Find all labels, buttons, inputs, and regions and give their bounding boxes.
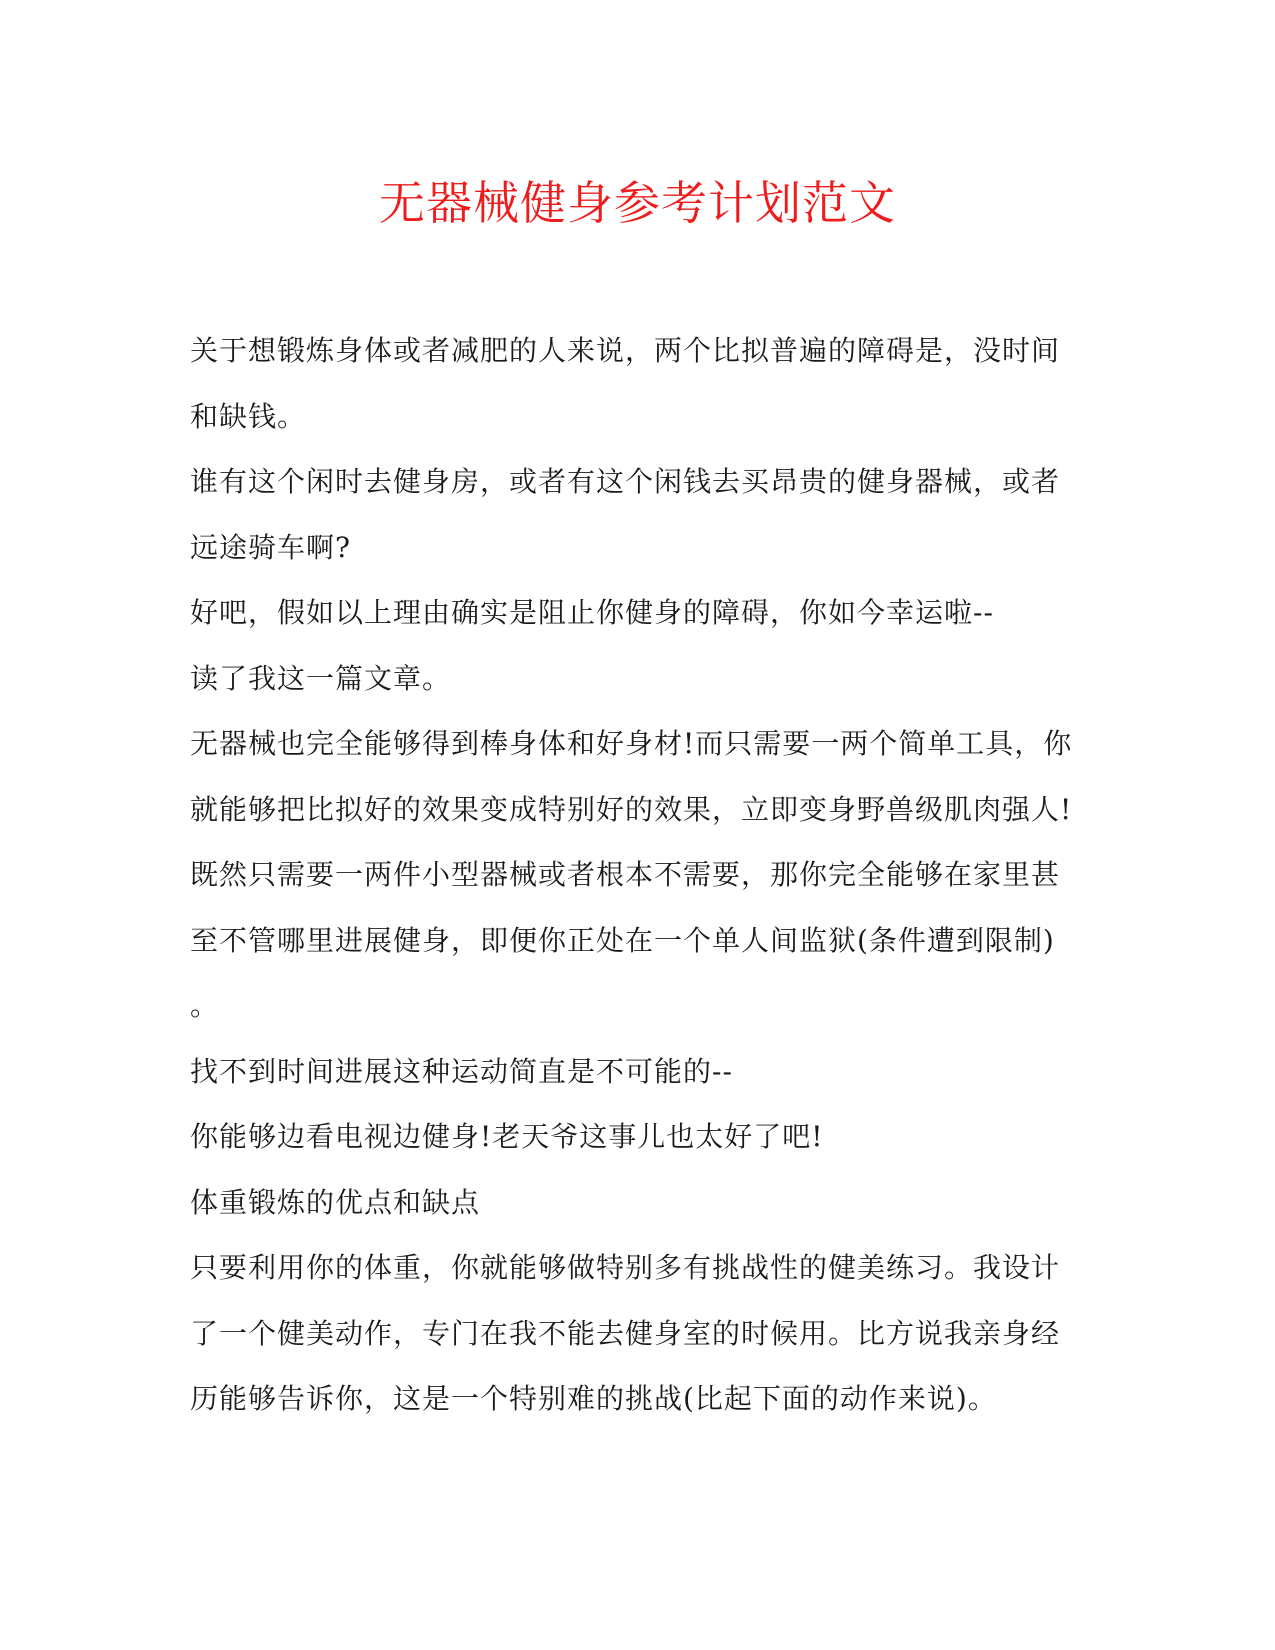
text-line: 就能够把比拟好的效果变成特别好的效果，立即变身野兽级肌肉强人!	[190, 792, 1073, 826]
section-heading: 体重锻炼的优点和缺点	[190, 1185, 481, 1219]
text-line: 读了我这一篇文章。	[190, 661, 452, 695]
text-line: 远途骑车啊?	[190, 530, 352, 564]
text-line: 和缺钱。	[190, 399, 307, 433]
document-body	[190, 318, 1090, 1432]
text-line: 找不到时间进展这种运动简直是不可能的--	[190, 1054, 733, 1088]
text-line: 至不管哪里进展健身，即便你正处在一个单人间监狱(条件遭到限制)	[190, 923, 1055, 957]
document-title: 无器械健身参考计划范文	[379, 176, 896, 230]
text-line: 只要利用你的体重，你就能够做特别多有挑战性的健美练习。我设计	[190, 1251, 1061, 1284]
text-line: 既然只需要一两件小型器械或者根本不需要，那你完全能够在家里甚	[190, 858, 1061, 891]
text-line: 你能够边看电视边健身!老天爷这事儿也太好了吧!	[190, 1120, 824, 1153]
text-line: 谁有这个闲时去健身房，或者有这个闲钱去买昂贵的健身器械，或者	[190, 465, 1061, 498]
text-line: 关于想锻炼身体或者减肥的人来说，两个比拟普遍的障碍是，没时间	[190, 334, 1061, 367]
text-line: 好吧，假如以上理由确实是阻止你健身的障碍，你如今幸运啦--	[190, 596, 994, 629]
text-line: 历能够告诉你，这是一个特别难的挑战(比起下面的动作来说)。	[190, 1382, 997, 1415]
text-line: 。	[190, 989, 220, 1022]
text-line: 了一个健美动作，专门在我不能去健身室的时候用。比方说我亲身经	[190, 1316, 1061, 1350]
text-line: 无器械也完全能够得到棒身体和好身材!而只需要一两个简单工具，你	[190, 727, 1073, 760]
